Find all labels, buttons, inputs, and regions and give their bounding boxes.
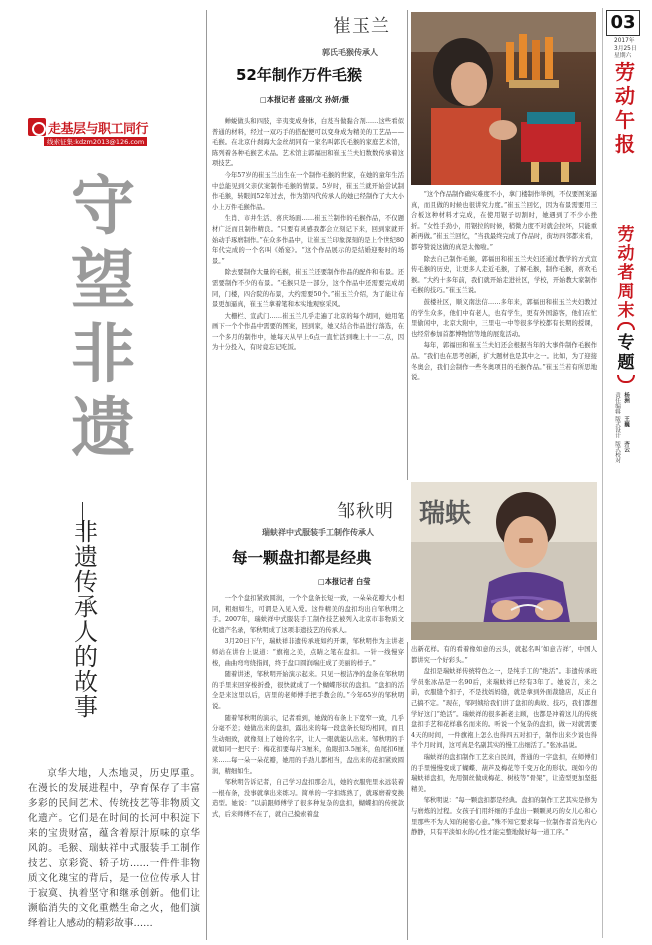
newspaper-masthead: 劳动午报 [615,60,635,156]
paragraph: 邹秋明告诉记者，自己学习盘扣那会儿，她的衣服兜里永远装着一根布条，没事就拿出来练习。简单的一字扣练熟了，就琢磨着变换造型。她说：“以前跟师傅学了很多种复杂的盘扣，蝴蝶扣的传统款式，后来师傅不在了，就自己摸索着盘 [212,779,404,818]
column-divider [206,10,207,940]
bracket-decoration [617,375,635,383]
section-subname: 专题 [617,333,635,373]
page-number: 03 [606,10,640,36]
sub-title: 非遗传承人的故事 [74,518,98,721]
article1-byline: □本报记者 盛丽/文 孙妍/摄 [260,95,349,104]
page-edge-line [602,8,603,938]
paragraph: “这个作品制作确实难度不小，拿门楼制作举例，不仅要图案逼真，而且做的时候也很讲究力度。”崔玉兰回忆，因为布景需要用三合板这种材料才完成，在使用锯子切割时，她遇到了不少小挫折。“女性手劲小，用锯拉的时候，稍微力度不对就会拉坏，只能重新再做。”崔玉兰回忆，“当我最终完成了作品时，街坊四邻都来看，都夸赞说这做的真是太像啦。” [411,191,597,251]
intro-text: 京华大地，人杰地灵，历史厚重。在漫长的发展进程中，孕育保存了丰富多彩的民间艺术、传统技艺等非物质文化遗产。它们是在时间的长河中积淀下来的宝贵财富，蕴含着原汁原味的京华风韵。毛猴、瑞蚨祥中式服装手工制作技艺、京彩瓷、轿子坊……一件件非物质文化瑰宝的背后，是一位位传承人甘于寂寞、执着坚守和继承创新。他们让濒临消失的文化重燃生命之火，他们演绎着让人感动的精彩故事…… [28,768,200,929]
article2-photo [411,482,597,640]
paragraph: 今年57岁的崔玉兰出生在一个制作毛猴的世家，在她的童年生活中总能见到父亲伏案制作毛猴的情景。5岁时，崔玉兰就开始尝试制作毛猴，转眼间52年过去，作为第四代传承人的她已经制作了大大小小上万件毛猴作品。 [212,171,404,211]
bracket-decoration [617,322,635,330]
column-email: 线索征集:kdzm2013@126.com [44,137,147,146]
column-name: 走基层与职工同行 [48,122,149,137]
article1-body-col2 [411,190,597,475]
editor-credits [613,392,643,465]
editor-role: 版式设计 [614,416,620,439]
editor-name: 齐云 [623,440,629,453]
column-divider [407,10,408,480]
article2-role: 瑞蚨祥中式服装手工制作传承人 [262,528,374,537]
editor-credit-row [613,441,643,463]
main-title: 守望非遗 [71,170,135,466]
article2-byline: □本报记者 白莹 [318,577,371,586]
column-logo [28,118,168,154]
editor-name: 杨洲 [623,392,629,404]
paragraph: 除去要制作大量的毛猴，崔玉兰还要制作作品的配件和布景。还需要制作不少的布景。“毛猴只是一部分，这个作品中还需要完成胡同，门楼，四合院的布景，大约需要50个。”崔玉兰介绍，为了能让布景更加逼真，崔玉兰拿着笔和本实地观察采风。 [212,269,404,309]
article2-headline: 每一颗盘扣都是经典 [232,549,372,567]
paragraph: 鼓楼社区，顺义南法信……多年来，郭福田和崔玉兰夫妇教过的学生众多，他们中有老人，也有学生，更有外国游客，他们在忙里偷闲中，北京大附中，三里屯一中等很多学校都有长期的授课，也经常参加首都博物馆等地的展览活动。 [411,298,597,338]
article2-name: 邹秋明 [337,501,394,522]
article2-body-col1 [212,594,404,940]
paragraph: 蝉蜕做头和四肢，辛夷变成身体，白芨当做黏合剂……这些看似普通的材料，经过一双巧手的搭配便可以变身成为精美的工艺品——毛猴。在北京什刹海大金丝胡同有一家名叫郭氏毛猴的家庭艺术馆，陈列着各种毛猴艺术品。艺术馆主郭福田和崔玉兰夫妇数数传承着这项技艺。 [212,118,404,168]
section-name: 劳动者周末 [617,225,635,321]
paragraph: 随着讲述，邹秋明开始演示起来。只见一根洁净的盘条在邹秋明的手里来回穿梭折叠，很快就成了一个蝴蝶形状的盘扣。“盘扣的活全是来这里以后，店里的老师傅手把手教会的。”今年65岁的邹秋明说。 [212,671,404,710]
issue-date: 2017年 3月25日 星期六 [614,38,637,59]
editor-name: 王巍 [623,416,629,428]
article2-body-col2 [411,645,597,940]
article1-body-col1 [212,117,404,469]
paragraph: 生肖、市井生活、喜庆场面……崔玉兰制作的毛猴作品，不仅题材广泛而且制作精良。“只要有灵感我都会立刻记下来，回到家就开始动手琢磨制作。”在众多作品中，让崔玉兰印象深刻的是上个世纪80年代完成的一个名叫《婚宴》。“这个作品展示的是结婚迎娶时的场景。” [212,215,404,265]
paragraph: 盘扣是瑞蚨祥传统特色之一，是纯手工的“绝活”。非遗传承班学员张冰品是一名90后，来瑞蚨祥已经有3年了。她说言，来之前，衣服缝个扣子，不是找妈妈缝，就是拿到外面裁缝店，反正自己搞不定。“现在，邹阿姨给我们讲了盘扣的典故、技巧，我们都想学好这门“绝活”。瑞蚨祥的很多新老主顾，也都是冲着这儿的传统盘扣手艺和花样慕名而来的。听说一个复杂的盘扣，做一对就需要4天的时间，一件旗袍上怎么也得四五对扣子，制作出来少说也得半个月时间，这可真是名副其实的慢工出细活了。”张冰品说。 [411,668,597,750]
article1-photo [411,12,596,185]
paragraph: 每年，郭福田和崔玉兰夫妇还会根据当年的大事件制作毛猴作品。“我们也在思考创新，扩大题材也是其中之一。比如，为了迎接冬奥会，我们会制作一些冬奥项目的毛猴作品。”崔玉兰若有所思地说。 [411,342,597,382]
paragraph: 大栅栏、宣武门……崔玉兰几乎走遍了北京的每个胡同，她用笔画下一个个作品中需要的图案，回到家，她又结合作品进行落选，在一个多月的制作中，她每天从早上6点一直忙活到晚上十一二点，因为十分投入，有时竟忘记吃饭。 [212,312,404,352]
paragraph: 邹秋明说：“每一颗盘扣都是经典。盘扣的制作工艺其实是修为与磨炼的过程。女孩子们用纤细的手盘出一颗颗灵巧的女儿心和心里那些不为人知的秘密心意。”殊不知它要求每一位制作者首先内心静静，只有平淡如水的心性才能完整地做好每一道工序。” [411,797,597,837]
editor-credit-row [613,416,643,438]
article1-role: 郭氏毛猴传承人 [322,48,378,57]
column-divider [407,642,408,940]
paragraph: 瑞蚨祥的盘扣制作工艺来自民间，普通的一字盘扣，在师傅们的手里慢慢变成了蝴蝶、葫芦及梅花等千变万化的形状。现如今的瑞蚨祥盘扣，先用铜丝做成梅花、树枝等“骨架”，让造型更加坚挺精美。 [411,753,597,793]
paragraph: 出新花样。有的看着像如意的云头，就起名叫‘如意吉祥’，中国人都讲究一个好彩头。” [411,646,597,664]
column-logo-icon [28,118,46,136]
editor-role: 版式校对 [614,440,620,464]
paragraph: 一个个盘扣紧致圆润，一个个盘条长短一致，一朵朵花瓣大小相同，粗细如生，可谓是入见入爱。这件精美的盘扣均出自邹秋明之手。2007年，瑞蚨祥中式服装手工制作技艺被列入北京市非物质文化遗产名录，邹秋明成了这项非遗技艺的传承人。 [212,595,404,634]
paragraph: 3月20日下午，瑞蚨祥非遗传承班如约开课，邹秋明作为主讲老师站在讲台上说道：“旗袍之美，点睛之笔在盘扣。一针一线慢穿梭，曲曲弯弯绕指间，终于盘口圆润端庄成了美丽的样子。” [212,638,404,667]
editor-role: 责任编辑 [614,392,620,415]
editor-credit-row [613,392,643,414]
article1-headline: 52年制作万件毛猴 [236,66,362,84]
shop-sign-text: 瑞蚨 [419,499,472,529]
paragraph: 随着邹秋明的演示，记者看到，她做的布条上下宽窄一致，几乎分毫不差；她做出来的盘扣，露出来的每一段盘条长短均相同，而且生动细致，就像刻上了她的名字，让人一眼就能认出来。邹秋明的手就如同一把尺子：梅花扣要每片3厘米，鱼眼扣3.5厘米，鱼尾扣6厘米……每一朵一朵花瓣，她用的手劲儿都相当，盘出来的花扣紧致圆润，精细如生。 [212,714,404,775]
paragraph: 除去自己制作毛猴，郭福田和崔玉兰夫妇还通过教学的方式宣传毛猴的历史，让更多人走近毛猴，了解毛猴，制作毛猴，喜欢毛猴。“大约十多年前，我们就开始走进社区，学校，开始教大家制作毛猴的技巧。”崔玉兰说。 [411,255,597,295]
article1-name: 崔玉兰 [333,16,390,37]
